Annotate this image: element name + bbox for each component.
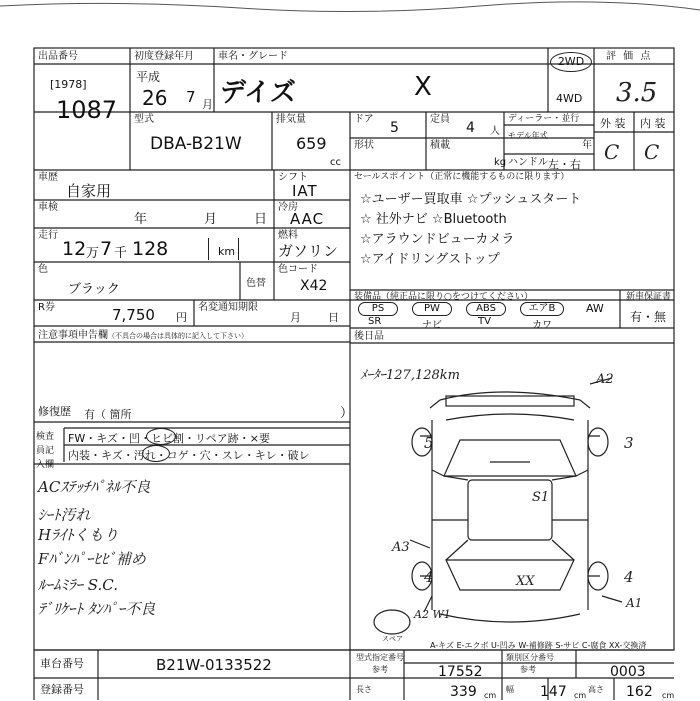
repair-history-label: 修復歴 <box>38 405 71 418</box>
category-no-label: 類別区分番号 <box>506 653 554 662</box>
displacement-value: 659 <box>296 134 327 153</box>
model-label: 型式 <box>134 114 154 125</box>
category-no-ref: 参考 <box>520 665 536 674</box>
mark-tire-front-left: 5 <box>424 434 434 452</box>
drive-2wd-circled: 2WD <box>550 52 592 72</box>
mark-s1: S1 <box>532 490 550 505</box>
equipment-leather: カワ <box>532 320 552 331</box>
width-value: 147 <box>540 684 567 700</box>
selling-point-3: ☆アラウンドビューカメラ <box>360 232 515 247</box>
door-label: ドア <box>354 114 374 125</box>
car-name: デイズ <box>220 78 296 108</box>
chassis-no-label: 車台番号 <box>40 657 84 670</box>
tax-day: 日 <box>328 311 339 324</box>
score-label: 評 価 点 <box>606 51 653 62</box>
equipment-abs: ABS <box>466 302 506 316</box>
door-count: 5 <box>390 120 399 136</box>
warranty-value: 有・無 <box>630 310 667 324</box>
selling-point-2: ☆ 社外ナビ ☆Bluetooth <box>360 212 507 227</box>
reg-month: 7 <box>186 88 196 106</box>
width-unit: cm <box>574 691 587 700</box>
spare-label: スペア <box>382 635 403 643</box>
displacement-label: 排気量 <box>276 114 306 125</box>
yen-unit: 円 <box>176 311 187 324</box>
color-code-value: X42 <box>300 278 328 294</box>
model-designation-label: 型式指定番号 <box>356 653 404 662</box>
shift-value: IAT <box>292 182 318 200</box>
height-value: 162 <box>626 684 653 700</box>
mark-a3: A3 <box>392 540 410 555</box>
height-label: 高さ <box>588 685 604 694</box>
mileage-man-unit: 万 <box>86 246 100 261</box>
handwritten-note-1: ACｽﾃｯﾁﾊﾟﾈﾙ不良 <box>38 478 151 496</box>
aircon-label: 冷房 <box>278 202 298 213</box>
after-judgement-label: 後日品 <box>354 331 384 342</box>
equipment-airbag: エアB <box>520 302 564 316</box>
color-label: 色 <box>38 264 48 275</box>
length-unit: cm <box>484 691 497 700</box>
height-unit: cm <box>662 691 675 700</box>
equipment-ps: PS <box>358 302 398 316</box>
length-value: 339 <box>450 684 477 700</box>
shift-label: シフト <box>278 172 308 183</box>
tax-month: 月 <box>290 311 301 324</box>
mileage-thousands: 7 <box>100 238 113 260</box>
category-no-value: 0003 <box>610 664 646 680</box>
mileage-label: 走行 <box>38 230 58 241</box>
model-code: DBA-B21W <box>150 134 242 154</box>
handwritten-note-2: ｼｰﾄ汚れ <box>38 506 91 524</box>
capacity-unit: 人 <box>490 126 500 137</box>
fuel-label: 燃料 <box>278 230 298 241</box>
first-reg-label: 初度登録年月 <box>134 51 194 62</box>
history-label: 車歴 <box>38 172 58 183</box>
color-change-label: 色替 <box>246 278 266 289</box>
equipment-pw: PW <box>412 302 452 316</box>
inspection-year: 年 <box>134 212 148 227</box>
reserved-number: [1978] <box>50 78 87 91</box>
era-name: 平成 <box>136 70 161 84</box>
r-ticket-label: R券 <box>38 302 55 313</box>
score-value: 3.5 <box>616 78 658 108</box>
mileage-rest: 128 <box>132 238 169 260</box>
mark-a1: A1 <box>626 596 643 610</box>
interior-grade: C <box>644 140 660 164</box>
damage-legend: A-キズ E-エクボ U-凹み W-補修跡 S-サビ C-腐食 XX-交換済 <box>430 641 647 650</box>
mileage-sen-unit: 千 <box>114 246 128 261</box>
model-designation-value: 17552 <box>438 664 483 680</box>
mark-xx: XX <box>516 574 535 589</box>
mark-a2-w1: A2 W1 <box>414 608 451 621</box>
length-label: 長さ <box>356 685 372 694</box>
handwritten-note-4: Fﾊﾞﾝﾊﾟｰﾋﾋﾞ補め <box>38 550 146 568</box>
equipment-sr: SR <box>368 316 382 327</box>
inspection-month: 月 <box>204 212 218 227</box>
equipment-aw: AW <box>586 302 604 315</box>
lot-no-label: 出品番号 <box>38 51 78 62</box>
equipment-label: 装備品（純正品に限り○をつけてください） <box>354 292 533 302</box>
handle-value: 左・右 <box>548 158 581 171</box>
kg-unit: kg <box>494 157 507 168</box>
capacity-label: 定員 <box>430 114 450 125</box>
color-code-label: 色コード <box>278 264 318 275</box>
equipment-tv: TV <box>478 316 491 327</box>
load-label: 積載 <box>430 140 450 151</box>
handwritten-note-6: ﾃﾞﾘｹｰﾄ ﾀﾝﾊﾟｰ不良 <box>38 600 156 618</box>
selling-point-4: ☆アイドリングストップ <box>360 252 500 267</box>
width-label: 幅 <box>506 685 514 694</box>
r-ticket-value: 7,750 <box>112 306 155 324</box>
selling-points-label: セールスポイント（正常に機能するものに限ります） <box>354 172 570 182</box>
mark-a2-top: A2 <box>596 372 614 387</box>
cc-unit: cc <box>330 157 341 168</box>
repair-close-bracket: ） <box>340 406 354 421</box>
registration-no-label: 登録番号 <box>40 683 84 696</box>
exterior-label: 外 装 <box>600 117 626 130</box>
inspection-day: 日 <box>254 212 268 227</box>
reg-month-unit: 月 <box>202 98 213 111</box>
handle-label: ハンドル <box>508 157 548 168</box>
inspector-label: 検査員記入欄 <box>36 432 55 470</box>
handwritten-note-5: ﾙｰﾑﾐﾗｰ S.C. <box>38 576 118 594</box>
mark-tire-rear-left: 4 <box>424 568 434 586</box>
year-char: 年 <box>582 140 592 151</box>
notes-label: 注意事項申告欄 <box>38 330 108 341</box>
equipment-navi: ナビ <box>422 320 442 331</box>
reg-year: 26 <box>142 86 168 110</box>
inspection-label: 車検 <box>38 202 58 213</box>
mark-tire-rear-right: 4 <box>624 568 634 586</box>
car-grade: X <box>414 72 432 102</box>
inspector-row-interior: 内装・キズ・汚れ・コゲ・穴・スレ・キレ・破レ <box>68 449 310 462</box>
color-value: ブラック <box>68 282 120 297</box>
warranty-label: 新車保証書 <box>626 292 672 302</box>
car-name-label: 車名・グレード <box>218 51 288 62</box>
aircon-value: AAC <box>290 210 325 228</box>
dealer-label: ディーラー・並行 <box>508 114 580 124</box>
selling-point-1: ☆ユーザー買取車 ☆プッシュスタート <box>360 192 582 207</box>
fuel-value: ガソリン <box>278 242 339 260</box>
lot-number: 1087 <box>56 96 118 124</box>
inspector-row-exterior: FW・キズ・凹・ヒビ割・リペア跡・×要 <box>68 432 270 445</box>
chassis-no-value: B21W-0133522 <box>156 656 272 674</box>
drive-4wd: 4WD <box>556 92 583 105</box>
mileage-ten-thousands: 12 <box>62 238 87 260</box>
mark-tire-front-right: 3 <box>624 434 634 452</box>
diagram-mileage-note: ﾒｰﾀｰ127,128km <box>360 368 460 383</box>
handwritten-note-3: Hﾗｲﾄくもり <box>38 526 119 544</box>
model-designation-ref: 参考 <box>372 665 388 674</box>
capacity-value: 4 <box>466 120 475 136</box>
exterior-grade: C <box>604 140 620 164</box>
model-year-label: モデル年式 <box>508 131 548 140</box>
km-unit: km <box>218 245 236 258</box>
notes-sublabel: （不具合の場合は具体的に記入して下さい） <box>108 332 248 340</box>
repair-history-value: 有（ 箇所 <box>84 408 132 421</box>
shape-label: 形状 <box>354 140 374 151</box>
history-value: 自家用 <box>66 182 112 200</box>
tax-notice-label: 名変通知期限 <box>198 302 258 313</box>
interior-label: 内 装 <box>640 117 666 130</box>
